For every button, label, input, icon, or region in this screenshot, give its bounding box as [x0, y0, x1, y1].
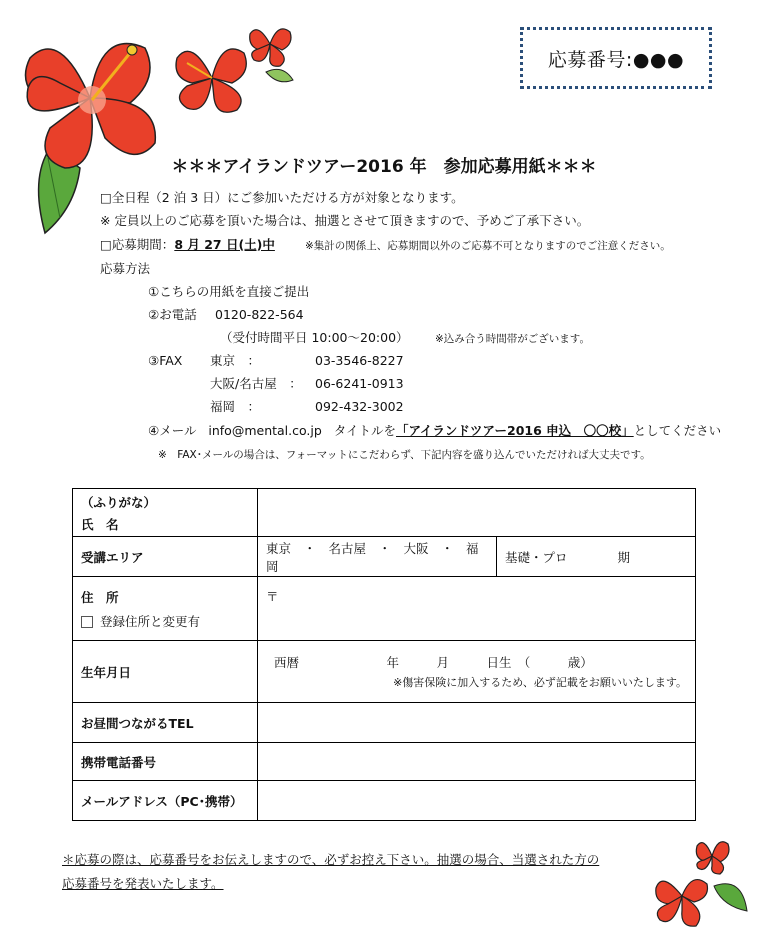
postal-mark: 〒 [266, 589, 279, 604]
application-form-table [72, 488, 696, 821]
table-row [73, 781, 696, 821]
tel-label: お昼間つながるTEL [73, 703, 258, 743]
table-row [73, 537, 696, 577]
application-period [100, 237, 275, 253]
birth-note: ※傷害保険に加入するため、必ず記載をお願いいたします。 [393, 676, 687, 689]
birth-field[interactable] [258, 641, 696, 703]
entry-number-label: 応募番号:●●● [547, 48, 685, 71]
fax-city: 東京 ： [210, 353, 261, 368]
tel-field[interactable] [258, 703, 696, 743]
address-label: 住 所 [81, 589, 119, 605]
fax-city: 福岡 ： [210, 399, 261, 414]
table-row [73, 489, 696, 537]
address-change-option[interactable] [81, 612, 249, 630]
intro-line-2: ※ 定員以上のご応募を頂いた場合は、抽選とさせて頂きますので、予めご了承下さい。 [100, 213, 590, 228]
table-row [73, 577, 696, 641]
email-field[interactable] [258, 781, 696, 821]
method-4 [148, 423, 721, 439]
table-row [73, 641, 696, 703]
method-2-hours: （受付時間平日 10:00～20:00） [220, 330, 409, 345]
period-date: 8 月 27 日(土)中 [174, 237, 275, 252]
period-label: □応募期間： [100, 237, 175, 252]
method-heading: 応募方法 [100, 261, 151, 276]
name-field[interactable] [258, 489, 696, 537]
method-4-title: 「アイランドツアー2016 申込 〇〇校」 [396, 423, 634, 438]
method-4-label: ④メール [148, 423, 197, 438]
method-note: ※ FAX･メールの場合は、フォーマットにこだわらず、下記内容を盛り込んでいただければ大丈夫です。 [158, 449, 651, 461]
furigana-label: （ふりがな） [81, 494, 157, 510]
area-options[interactable]: 東京 ・ 名古屋 ・ 大阪 ・ 福岡 [258, 537, 497, 577]
method-4-text2: としてください [633, 423, 722, 438]
mobile-field[interactable] [258, 743, 696, 781]
method-2-label: ②お電話 [148, 307, 197, 322]
footer-line-2: 応募番号を発表いたします。 [62, 876, 224, 891]
page-title: ＊＊＊アイランドツアー2016 年 参加応募用紙＊＊＊ [171, 157, 597, 177]
method-4-email: info@mental.co.jp [208, 423, 322, 438]
fax-number: 03-3546-8227 [315, 353, 404, 368]
email-label: メールアドレス（PC･携帯） [73, 781, 258, 821]
hibiscus-small-illustration [248, 22, 298, 92]
table-row [73, 703, 696, 743]
method-4-text1: タイトルを [333, 423, 396, 438]
footer-line-1: ＊応募の際は、応募番号をお伝えしますので、必ずお控え下さい。抽選の場合、当選された方の [62, 852, 600, 867]
address-label-cell [73, 577, 258, 641]
fax-city: 大阪/名古屋 ： [210, 376, 302, 391]
method-2-note: ※込み合う時間帯がございます。 [435, 333, 590, 345]
method-2-phone: 0120-822-564 [215, 307, 304, 322]
address-field[interactable] [258, 577, 696, 641]
birth-label: 生年月日 [73, 641, 258, 703]
address-change-label: 登録住所と変更有 [99, 613, 200, 629]
mobile-label: 携帯電話番号 [73, 743, 258, 781]
area-label: 受講エリア [73, 537, 258, 577]
name-label: 氏 名 [81, 516, 119, 532]
period-note: ※集計の関係上、応募期間以外のご応募不可となりますのでご注意ください。 [305, 240, 671, 252]
method-1: ①こちらの用紙を直接ご提出 [148, 284, 310, 299]
name-label-cell [73, 489, 258, 537]
table-row [73, 743, 696, 781]
hibiscus-medium-illustration [172, 38, 252, 118]
intro-line-1: □全日程（2 泊 3 日）にご参加いただける方が対象となります。 [100, 190, 464, 205]
hibiscus-corner-illustration [652, 836, 752, 932]
course-field[interactable]: 基礎・プロ 期 [497, 537, 696, 577]
address-change-checkbox[interactable] [81, 616, 93, 628]
birth-fields: 西暦 年 月 日生 （ 歳） [274, 655, 593, 670]
fax-number: 092-432-3002 [315, 399, 404, 414]
entry-number-box [520, 27, 712, 89]
fax-number: 06-6241-0913 [315, 376, 404, 391]
method-3-label: ③FAX [148, 353, 183, 368]
